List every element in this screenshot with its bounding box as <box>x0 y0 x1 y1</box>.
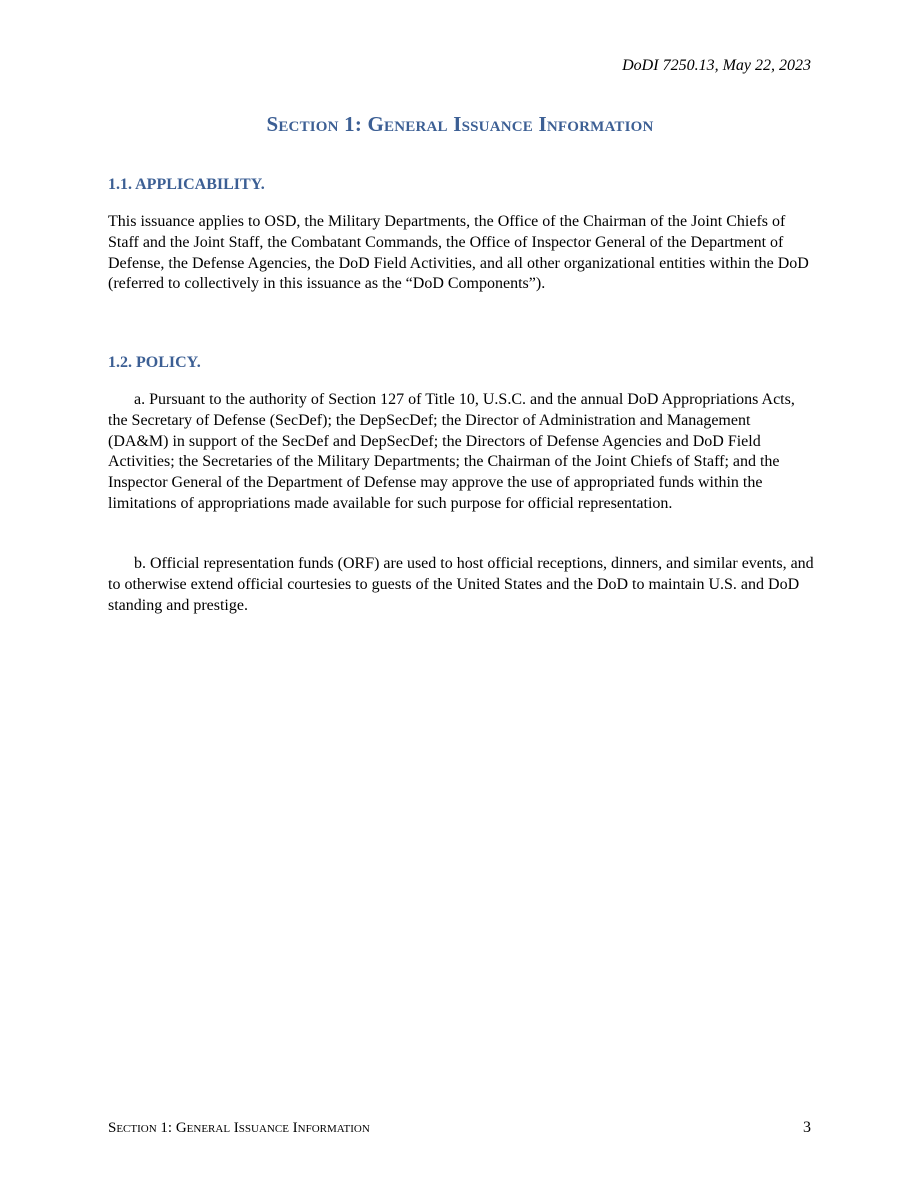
applicability-paragraph: This issuance applies to OSD, the Military Departments, the Office of the Chairman of the Joint Chiefs of Staff and the Joint Staff, the Combatant Commands, the Office of Inspector General of the Department of Defense, the Defense Agencies, the DoD Field Activities, and all other organizational entities within the DoD (referred to collectively in this issuance as the “DoD Components”). <box>108 213 809 293</box>
policy-heading: 1.2. POLICY. <box>108 354 201 371</box>
running-footer: Section 1: General Issuance Information <box>108 1120 370 1136</box>
section-title: Section 1: General Issuance Information <box>266 112 654 136</box>
applicability-heading: 1.1. APPLICABILITY. <box>108 176 265 193</box>
running-header: DoDI 7250.13, May 22, 2023 <box>622 57 811 74</box>
policy-paragraph-b: b. Official representation funds (ORF) are used to host official receptions, dinners, and similar events, and to otherwise extend official courtesies to guests of the United States and the DoD to maintain U.S. and DoD standing and prestige. <box>108 555 814 614</box>
policy-paragraph-a: a. Pursuant to the authority of Section 127 of Title 10, U.S.C. and the annual DoD Appropriations Acts, the Secretary of Defense (SecDef); the DepSecDef; the Director of Administration and Management (DA&M) in support of the SecDef and DepSecDef; the Directors of Defense Agencies and DoD Field Activities; the Secretaries of the Military Departments; the Chairman of the Joint Chiefs of Staff; and the Inspector General of the Department of Defense may approve the use of appropriated funds within the limitations of appropriations made available for such purpose for official representation. <box>108 391 795 512</box>
page-number: 3 <box>803 1119 811 1136</box>
